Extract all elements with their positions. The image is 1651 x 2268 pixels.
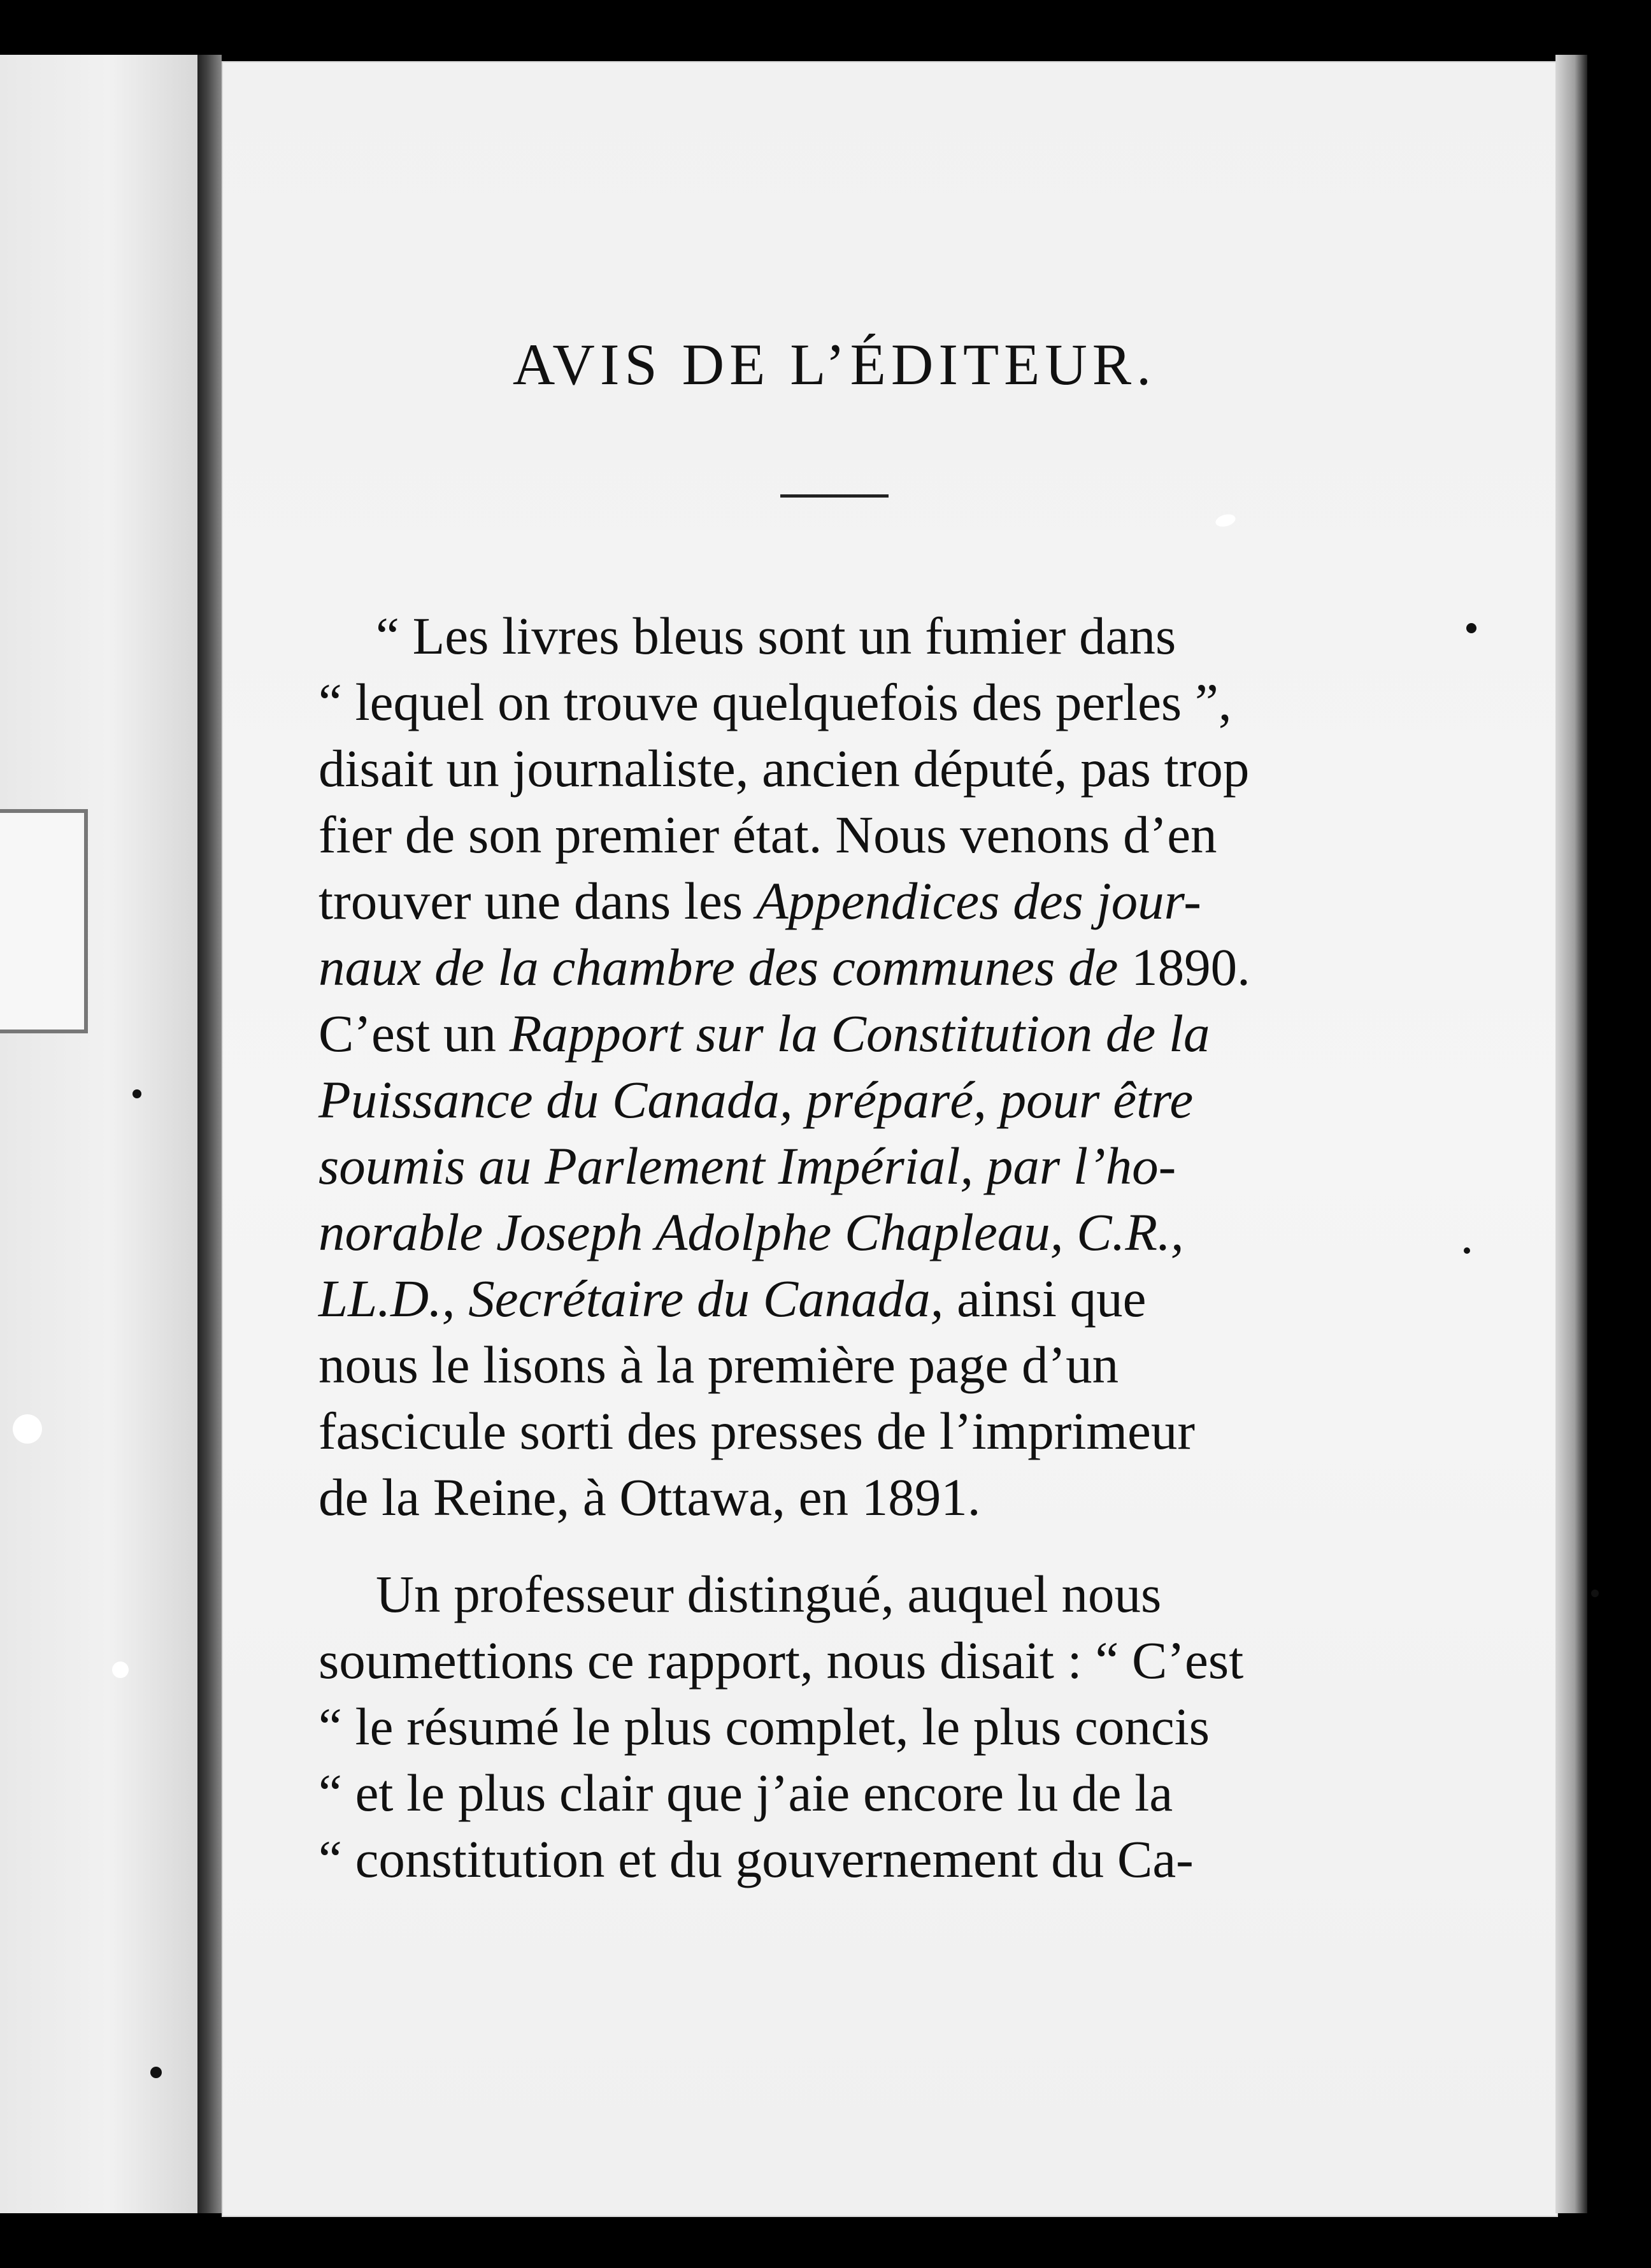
paragraph-two [318, 1561, 1350, 1892]
paragraph-one-line-7-text: C’est un [318, 1003, 510, 1063]
page-text [318, 331, 1350, 1892]
book-spine-shadow [197, 55, 222, 2213]
paragraph-one-line-2: “ lequel on trouve quelquefois des perles ”, [318, 672, 1232, 731]
paragraph-one-line-12: nous le lisons à la première page d’un [318, 1335, 1119, 1394]
paragraph-one-line-5-italic: Appendices des jour- [755, 871, 1201, 930]
paper-fleck [112, 1662, 129, 1678]
print-speck [1466, 623, 1476, 633]
print-speck [132, 1089, 141, 1098]
print-speck [150, 2067, 162, 2078]
paragraph-one-line-5-text: trouver une dans les [318, 871, 756, 930]
paragraph-one-line-11 [318, 1265, 1350, 1331]
paragraph-one-line-7 [318, 1000, 1350, 1066]
paragraph-one-line-13: fascicule sorti des presses de l’imprimeur [318, 1401, 1195, 1460]
paragraph-one-line-5 [318, 868, 1350, 934]
paragraph-one-line-1: “ Les livres bleus sont un fumier dans [376, 606, 1176, 665]
paragraph-two-line-4: “ et le plus clair que j’aie encore lu de la [318, 1763, 1173, 1822]
print-speck [1591, 1590, 1599, 1597]
title-rule [780, 494, 889, 498]
paragraph-two-line-1: Un professeur distingué, auquel nous [376, 1564, 1162, 1623]
paper-fleck [13, 1414, 42, 1444]
paragraph-one-line-11-italic: LL.D., Secrétaire du Canada, [318, 1268, 944, 1328]
paragraph-two-line-3: “ le résumé le plus complet, le plus concis [318, 1697, 1210, 1756]
page-title: AVIS DE L’ÉDITEUR. [512, 332, 1157, 397]
paragraph-one-line-6-italic: naux de la chambre des communes de [318, 937, 1119, 996]
paragraph-one-line-9: soumis au Parlement Impérial, par l’ho- [318, 1136, 1176, 1195]
paragraph-one-line-11-text: ainsi que [943, 1268, 1147, 1328]
paragraph-one [318, 603, 1350, 1530]
paragraph-one-line-14: de la Reine, à Ottawa, en 1891. [318, 1467, 981, 1526]
paragraph-two-line-2: soumettions ce rapport, nous disait : “ C’est [318, 1630, 1244, 1690]
paragraph-one-line-6 [318, 934, 1350, 1000]
paragraph-one-line-7-italic: Rapport sur la Constitution de la [509, 1003, 1210, 1063]
paragraph-one-line-8: Puissance du Canada, préparé, pour être [318, 1070, 1194, 1129]
paragraph-one-line-10: norable Joseph Adolphe Chapleau, C.R., [318, 1202, 1184, 1261]
paragraph-one-line-3: disait un journaliste, ancien député, pas trop [318, 738, 1250, 798]
left-page-paper-mark [0, 809, 88, 1033]
paragraph-two-line-5: “ constitution et du gouvernement du Ca- [318, 1829, 1194, 1888]
paragraph-one-line-4: fier de son premier état. Nous venons d’en [318, 805, 1217, 864]
paragraph-one-line-6-text: 1890. [1118, 937, 1250, 996]
print-speck [1464, 1247, 1470, 1254]
right-page-edge-shadow [1555, 55, 1587, 2213]
left-page-margin [0, 55, 197, 2213]
